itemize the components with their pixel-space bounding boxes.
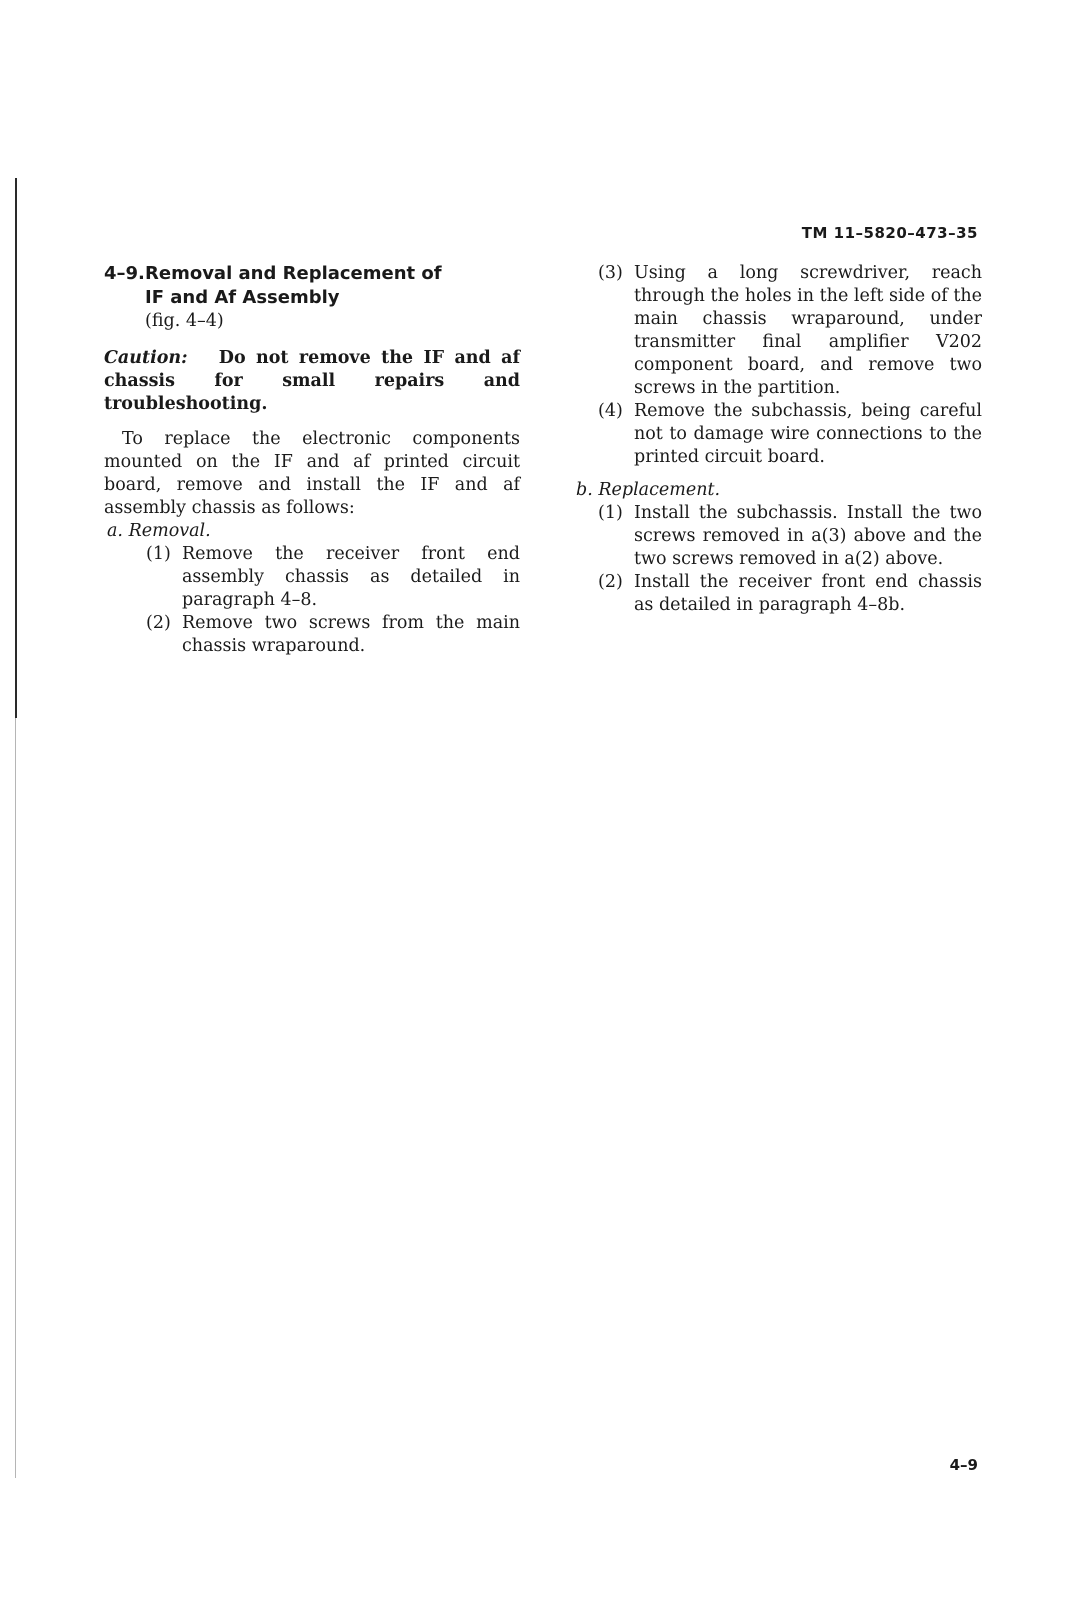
section-heading: [104, 262, 520, 310]
step-text: Install the receiver front end chassis as detailed in paragraph 4–8b.: [634, 572, 982, 615]
step-text: Remove the subchassis, being careful not to damage wire connections to the printed circuit board.: [634, 401, 982, 467]
step-number: (3): [598, 263, 623, 283]
section-title-line2: IF and Af Assembly: [145, 287, 340, 308]
list-item: [598, 262, 982, 400]
scan-edge-line-faint: [15, 718, 16, 1478]
step-text: Remove two screws from the main chassis wraparound.: [182, 613, 520, 656]
caution-note: [104, 347, 520, 416]
step-number: (4): [598, 401, 623, 421]
replacement-subheading: [572, 479, 982, 502]
replacement-label: b.: [576, 480, 593, 500]
removal-label: a.: [107, 521, 123, 541]
list-item: [598, 571, 982, 617]
removal-steps-right: [572, 262, 982, 469]
removal-steps-left: [104, 543, 520, 658]
step-number: (2): [146, 613, 171, 633]
removal-subheading: [104, 520, 520, 543]
step-number: (1): [146, 544, 171, 564]
step-number: (2): [598, 572, 623, 592]
step-text: Remove the receiver front end assembly chassis as detailed in paragraph 4–8.: [182, 544, 520, 610]
intro-paragraph: To replace the electronic components mounted on the IF and af printed circuit board, remove and install the IF and af assembly chassis as follows:: [104, 429, 520, 518]
figure-reference: (fig. 4–4): [145, 311, 224, 331]
list-item: [598, 400, 982, 469]
section-title-line1: Removal and Replacement of: [145, 263, 442, 284]
caution-label: Caution:: [104, 348, 188, 368]
removal-title: Removal.: [128, 521, 211, 541]
section-number: 4–9.: [104, 263, 145, 284]
list-item: [146, 612, 520, 658]
step-text: Install the subchassis. Install the two screws removed in a(3) above and the two screws removed in a(2) above.: [634, 503, 982, 569]
right-column: [572, 262, 982, 617]
step-number: (1): [598, 503, 623, 523]
step-text: Using a long screwdriver, reach through the holes in the left side of the main chassis wraparound, under transmitter final amplifier V202 component board, and remove two screws in the partition.: [634, 263, 982, 398]
replacement-steps: [572, 502, 982, 617]
document-id: TM 11–5820–473–35: [801, 224, 978, 242]
list-item: [146, 543, 520, 612]
left-column: [104, 262, 520, 658]
page-number: 4–9: [949, 1456, 978, 1474]
scan-edge-line: [15, 178, 17, 718]
replacement-title: Replacement.: [598, 480, 721, 500]
list-item: [598, 502, 982, 571]
caution-text: Do not remove the IF and af chassis for small repairs and troubleshooting.: [104, 348, 521, 414]
